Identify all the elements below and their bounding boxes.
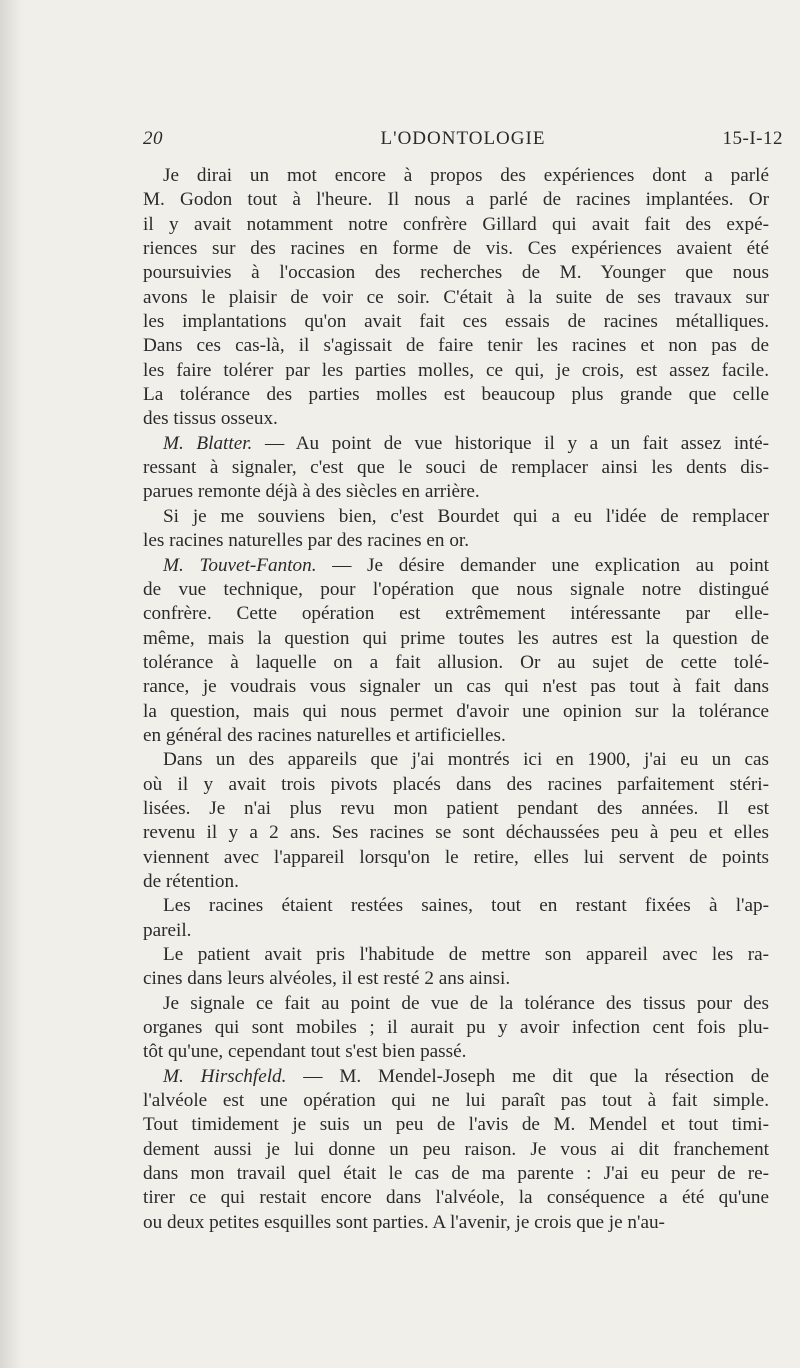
- line-text: parues remonte déjà à des siècles en arrière.: [143, 481, 480, 503]
- text-line: [143, 821, 769, 845]
- text-line: [143, 383, 769, 407]
- line-text: de rétention.: [143, 870, 239, 892]
- text-line: [143, 1113, 769, 1137]
- line-text: dement aussi je lui donne un peu raison. Je vous ai dit franchement: [143, 1138, 769, 1160]
- paragraph: [143, 432, 769, 505]
- line-text: poursuivies à l'occasion des recherches de M. Younger que nous: [143, 262, 769, 284]
- line-text: Dans un des appareils que j'ai montrés ici en 1900, j'ai eu un cas: [163, 749, 769, 771]
- text-line: [143, 164, 769, 188]
- line-text: avons le plaisir de voir ce soir. C'était à la suite de ses travaux sur: [143, 286, 769, 308]
- paragraph: [143, 943, 769, 992]
- text-line: [143, 967, 769, 991]
- text-line: [143, 651, 769, 675]
- journal-title: L'ODONTOLOGIE: [380, 128, 546, 149]
- line-text: La tolérance des parties molles est beaucoup plus grande que celle: [143, 384, 769, 406]
- text-line: [143, 286, 769, 310]
- text-line: [143, 846, 769, 870]
- text-line: [143, 773, 769, 797]
- line-text: Le patient avait pris l'habitude de mettre son appareil avec les ra-: [163, 944, 769, 965]
- line-text: les faire tolérer par les parties molles, ce qui, je crois, est assez facile.: [143, 359, 769, 381]
- paragraph: [143, 505, 769, 554]
- paragraph: [143, 164, 769, 432]
- text-line: [143, 480, 769, 504]
- paragraph: [143, 992, 769, 1065]
- line-text: M. Godon tout à l'heure. Il nous a parlé de racines implantées. Or: [143, 189, 769, 211]
- text-line: [143, 1065, 769, 1089]
- line-text: — Au point de vue historique il y a un fait assez inté-: [252, 432, 769, 454]
- text-line: [143, 505, 769, 529]
- speaker-name: M. Touvet-Fanton.: [163, 554, 317, 576]
- page-edge-shadow: [0, 0, 22, 1368]
- line-text: Je signale ce fait au point de vue de la tolérance des tissus pour des: [163, 992, 769, 1014]
- line-text: tirer ce qui restait encore dans l'alvéole, la conséquence a été qu'une: [143, 1187, 769, 1209]
- text-line: [143, 1040, 769, 1064]
- line-text: dans mon travail quel était le cas de ma parente : J'ai eu peur de re-: [143, 1163, 769, 1185]
- line-text: rance, je voudrais vous signaler un cas qui n'est pas tout à fait dans: [143, 676, 769, 698]
- issue-date: 15-I-12: [722, 128, 783, 149]
- text-line: [143, 919, 769, 943]
- text-line: [143, 213, 769, 237]
- text-line: [143, 554, 769, 578]
- text-line: [143, 870, 769, 894]
- text-line: [143, 992, 769, 1016]
- page-number: 20: [143, 128, 163, 149]
- line-text: Les racines étaient restées saines, tout en restant fixées à l'ap-: [163, 895, 769, 917]
- text-line: [143, 675, 769, 699]
- line-text: organes qui sont mobiles ; il aurait pu y avoir infection cent fois plu-: [143, 1017, 769, 1039]
- text-line: [143, 1186, 769, 1210]
- text-line: [143, 1138, 769, 1162]
- line-text: pareil.: [143, 919, 192, 941]
- line-text: Je dirai un mot encore à propos des expériences dont a parlé: [163, 165, 769, 186]
- paragraph: [143, 748, 769, 894]
- paragraph: [143, 894, 769, 943]
- line-text: lisées. Je n'ai plus revu mon patient pendant des années. Il est: [143, 797, 769, 819]
- line-text: revenu il y a 2 ans. Ses racines se sont déchaussées peu à peu et elles: [143, 822, 769, 844]
- text-line: [143, 456, 769, 480]
- line-text: ou deux petites esquilles sont parties. A l'avenir, je crois que je n'au-: [143, 1211, 665, 1233]
- text-line: [143, 237, 769, 261]
- article-body: [143, 164, 769, 1235]
- line-text: tôt qu'une, cependant tout s'est bien passé.: [143, 1041, 467, 1063]
- text-line: [143, 529, 769, 553]
- text-line: [143, 578, 769, 602]
- text-line: [143, 1016, 769, 1040]
- line-text: l'alvéole est une opération qui ne lui paraît pas tout à fait simple.: [143, 1090, 769, 1112]
- paragraph: [143, 554, 769, 749]
- running-header: [143, 128, 783, 158]
- line-text: — Je désire demander une explication au point: [316, 554, 769, 576]
- text-line: [143, 894, 769, 918]
- text-line: [143, 943, 769, 967]
- line-text: où il y avait trois pivots placés dans des racines parfaitement stéri-: [143, 773, 769, 795]
- line-text: tolérance à laquelle on a fait allusion. Or au sujet de cette tolé-: [143, 651, 769, 673]
- line-text: riences sur des racines en forme de vis. Ces expériences avaient été: [143, 238, 769, 260]
- text-line: [143, 261, 769, 285]
- line-text: Tout timidement je suis un peu de l'avis de M. Mendel et tout timi-: [143, 1114, 769, 1136]
- line-text: des tissus osseux.: [143, 408, 278, 430]
- text-line: [143, 1162, 769, 1186]
- text-line: [143, 359, 769, 383]
- line-text: les racines naturelles par des racines en or.: [143, 530, 470, 552]
- line-text: Dans ces cas-là, il s'agissait de faire tenir les racines et non pas de: [143, 335, 769, 357]
- line-text: confrère. Cette opération est extrêmement intéressante par elle-: [143, 603, 769, 625]
- line-text: en général des racines naturelles et artificielles.: [143, 724, 506, 746]
- line-text: ressant à signaler, c'est que le souci de remplacer ainsi les dents dis-: [143, 457, 769, 479]
- text-line: [143, 797, 769, 821]
- line-text: — M. Mendel-Joseph me dit que la résection de: [286, 1065, 769, 1087]
- line-text: les implantations qu'on avait fait ces essais de racines métalliques.: [143, 311, 769, 333]
- text-line: [143, 1211, 769, 1235]
- line-text: de vue technique, pour l'opération que nous signale notre distingué: [143, 578, 769, 600]
- text-line: [143, 700, 769, 724]
- line-text: même, mais la question qui prime toutes les autres est la question de: [143, 627, 769, 649]
- line-text: il y avait notamment notre confrère Gillard qui avait fait des expé-: [143, 213, 769, 235]
- line-text: viennent avec l'appareil lorsqu'on le retire, elles lui servent de points: [143, 846, 769, 868]
- text-line: [143, 627, 769, 651]
- text-line: [143, 748, 769, 772]
- text-line: [143, 432, 769, 456]
- line-text: Si je me souviens bien, c'est Bourdet qui a eu l'idée de remplacer: [163, 505, 769, 527]
- text-line: [143, 407, 769, 431]
- speaker-name: M. Blatter.: [163, 432, 253, 454]
- paragraph: [143, 1065, 769, 1235]
- line-text: la question, mais qui nous permet d'avoir une opinion sur la tolérance: [143, 700, 769, 722]
- text-line: [143, 188, 769, 212]
- text-line: [143, 1089, 769, 1113]
- text-line: [143, 602, 769, 626]
- text-line: [143, 724, 769, 748]
- line-text: cines dans leurs alvéoles, il est resté 2 ans ainsi.: [143, 968, 511, 990]
- text-line: [143, 310, 769, 334]
- speaker-name: M. Hirschfeld.: [163, 1065, 287, 1087]
- text-line: [143, 334, 769, 358]
